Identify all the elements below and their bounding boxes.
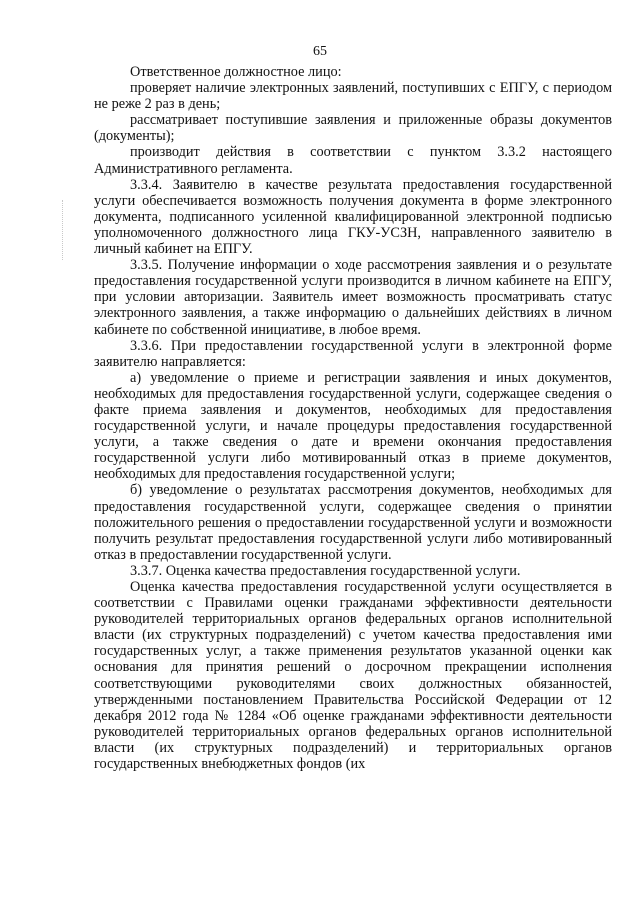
paragraph-performs-actions: производит действия в соответствии с пунктом 3.3.2 настоящего Административного регламента. bbox=[94, 144, 612, 177]
paragraph-3-3-5: 3.3.5. Получение информации о ходе рассмотрения заявления и о результате предоставления государственной услуги производится в личном кабинете на ЕПГУ, при условии авторизации. Заявитель имеет возможность просматривать статус электронного заявления, а также информацию о дальнейших действиях в личном кабинете по собственной инициативе, в любое время. bbox=[94, 257, 612, 338]
paragraph-reviews-applications: рассматривает поступившие заявления и приложенные образы документов (документы); bbox=[94, 112, 612, 145]
paragraph-3-3-6: 3.3.6. При предоставлении государственной услуги в электронной форме заявителю направляется: bbox=[94, 337, 612, 370]
page-number: 65 bbox=[313, 44, 327, 59]
paragraph-item-a: а) уведомление о приеме и регистрации заявления и иных документов, необходимых для предоставления государственной услуги, содержащее сведения о факте приема заявления и документов, необходимых для предоставления государственной услуги, и начале процедуры предоставления государственной услуги, а также сведения о дате и времени окончания предоставления государственной услуги либо мотивированный отказ в приеме документов, необходимых для предоставления государственной услуги; bbox=[94, 369, 612, 483]
paragraph-item-b: б) уведомление о результатах рассмотрения документов, необходимых для предоставления государственной услуги, содержащее сведения о принятии положительного решения о предоставлении государственной услуги и возможности получить результат предоставления государственной услуги либо мотивированный отказ в предоставлении государственной услуги. bbox=[94, 482, 612, 563]
paragraph-quality-assessment: Оценка качества предоставления государственной услуги осуществляется в соответствии с Правилами оценки гражданами эффективности деятельности руководителей территориальных органов федеральных органов исполнительной власти (их структурных подразделений) с учетом качества предоставления ими государственных услуг, а также применения результатов указанной оценки как основания для принятия решений о досрочном прекращении исполнения соответствующими руководителями своих должностных обязанностей, утвержденными постановлением Правительства Российской Федерации от 12 декабря 2012 года № 1284 «Об оценке гражданами эффективности деятельности руководителей территориальных органов федеральных органов исполнительной власти (их структурных подразделений) и территориальных органов государственных внебюджетных фондов (их bbox=[94, 579, 612, 773]
margin-mark bbox=[62, 200, 64, 260]
document-body bbox=[94, 64, 612, 772]
paragraph-3-3-7: 3.3.7. Оценка качества предоставления государственной услуги. bbox=[130, 562, 521, 579]
paragraph-3-3-4: 3.3.4. Заявителю в качестве результата предоставления государственной услуги обеспечивается возможность получения документа в форме электронного документа, подписанного усиленной квалифицированной электронной подписью уполномоченного должностного лица ГКУ-УСЗН, направленного заявителю в личный кабинет на ЕПГУ. bbox=[94, 176, 612, 258]
paragraph-responsible-official: Ответственное должностное лицо: bbox=[130, 64, 342, 80]
paragraph-checks-applications: проверяет наличие электронных заявлений, поступивших с ЕПГУ, с периодом не реже 2 раз в день; bbox=[94, 80, 612, 113]
